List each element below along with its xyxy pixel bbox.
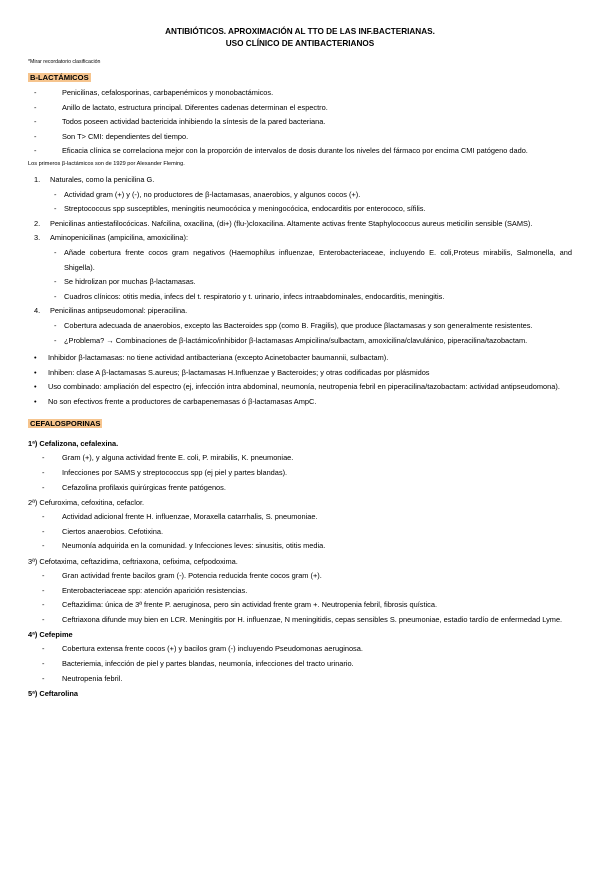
generation-title bbox=[28, 436, 572, 451]
document-subtitle: USO CLÍNICO DE ANTIBACTERIANOS bbox=[225, 39, 375, 48]
generation-label: 5ª) Ceftarolina bbox=[28, 689, 78, 699]
document-title: ANTIBIÓTICOS. APROXIMACIÓN AL TTO DE LAS INF.BACTERIANAS. bbox=[165, 27, 435, 36]
group-title: Penicilinas antiestafilocócicas. Nafcilina, oxacilina, (di+) (flu-)cloxacilina. Altamente activas frente Staphylococcus aureus meticilin sensible (SAMS). bbox=[50, 218, 533, 228]
penicillin-groups bbox=[28, 304, 572, 319]
generation-label: 3ª) Cefotaxima, ceftazidima, ceftriaxona, cefixima, cefpodoxima. bbox=[28, 557, 238, 567]
generation-title bbox=[28, 495, 572, 510]
group-item bbox=[28, 231, 572, 246]
list-item: - Bacteriemia, infección de piel y partes blandas, neumonía, infecciones del tracto urinario. bbox=[28, 657, 572, 672]
classification-note: *Mirar recordatorio clasificación bbox=[28, 59, 101, 65]
generation-title bbox=[28, 554, 572, 569]
cephalosporins-heading-label: CEFALOSPORINAS bbox=[30, 419, 101, 429]
penicillin-groups bbox=[28, 173, 572, 188]
group-number: 2. bbox=[34, 218, 41, 228]
group-item bbox=[28, 173, 572, 188]
list-item: - Cobertura adecuada de anaerobios, excepto las Bacteroides spp (como B. Fragilis), que produce βlactamasas y son generalmente resistentes. bbox=[28, 319, 572, 334]
group-title: Naturales, como la penicilina G. bbox=[50, 174, 155, 184]
betalactam-heading-label: B-LACTÁMICOS bbox=[30, 73, 89, 82]
list-item: - Ceftriaxona difunde muy bien en LCR. Meningitis por H. influenzae, N meningitidis, cepas sensibles S. pneumoniae, estadio tardío de enfermedad Lyme. bbox=[28, 613, 572, 628]
penicillin-groups bbox=[28, 217, 572, 246]
list-item: - ¿Problema? → Combinaciones de β-lactámico/inhibidor β-lactamasas Ampicilina/sulbactam, amoxicilina/clavulánico, piperacilina/tazobactam. bbox=[28, 334, 572, 349]
group-number: 1. bbox=[34, 174, 41, 184]
list-item: - Neumonía adquirida en la comunidad. y Infecciones leves: sinusitis, otitis media. bbox=[28, 539, 572, 554]
document-page bbox=[0, 26, 600, 874]
list-item: - Añade cobertura frente cocos gram negativos (Haemophilus influenzae, Enterobacteriaceae, incluyendo E. coli,Proteus mirabilis, Salmonella, and Shigella). bbox=[28, 246, 572, 275]
list-item: - Gram (+), y alguna actividad frente E. coli, P. mirabilis, K. pneumoniae. bbox=[28, 451, 572, 466]
list-item: - Cefazolina profilaxis quirúrgicas frente patógenos. bbox=[28, 481, 572, 496]
list-item: - Todos poseen actividad bactericida inhibiendo la síntesis de la pared bacteriana. bbox=[28, 115, 572, 130]
list-item: - Enterobacteriaceae spp: atención aparición resistencias. bbox=[28, 584, 572, 599]
list-item: - Neutropenia febril. bbox=[28, 672, 572, 687]
list-item: • Uso combinado: ampliación del espectro (ej, infección intra abdominal, neumonía, neutropenia febril en piperacilina/tazobactam: actividad antipseudomona). bbox=[28, 380, 572, 395]
generation-title bbox=[28, 627, 572, 642]
list-item: • Inhiben: clase A β-lactamasas S.aureus; β-lactamasas H.Influenzae y Bacteroides; y otras codificadas por plásmidos bbox=[28, 366, 572, 381]
inhibitor-bullets bbox=[28, 351, 572, 409]
section-cephalosporins-heading bbox=[28, 419, 572, 432]
list-item: - Ceftazidima: única de 3ª frente P. aeruginosa, pero sin actividad frente gram +. Neutropenia febril, fibrosis quística. bbox=[28, 598, 572, 613]
generation-4-items bbox=[28, 642, 572, 686]
group-title: Penicilinas antipseudomonal: piperacilina. bbox=[50, 306, 188, 316]
generation-label: 1ª) Cefalizona, cefalexina. bbox=[28, 439, 119, 449]
group-4-items bbox=[28, 319, 572, 348]
generation-title bbox=[28, 686, 572, 701]
list-item: - Cobertura extensa frente cocos (+) y bacilos gram (-) incluyendo Pseudomonas aeruginosa. bbox=[28, 642, 572, 657]
list-item: - Cuadros clínicos: otitis media, infecs del t. respiratorio y t. urinario, infecs intraabdominales, endocarditis, meningitis. bbox=[28, 290, 572, 305]
betalactam-intro-list bbox=[28, 86, 572, 159]
list-item: • Inhibidor β-lactamasas: no tiene actividad antibacteriana (excepto Acinetobacter baumannii, sulbactam). bbox=[28, 351, 572, 366]
group-3-items bbox=[28, 246, 572, 304]
list-item: - Eficacia clínica se correlaciona mejor con la proporción de intervalos de dosis durante los niveles del fármaco por encima CMI patógeno dado. bbox=[28, 144, 572, 159]
list-item: - Se hidrolizan por muchas β-lactamasas. bbox=[28, 275, 572, 290]
history-note: Los primeros β-lactámicos son de 1929 por Alexander Fleming. bbox=[28, 160, 185, 167]
generation-3-items bbox=[28, 569, 572, 627]
generation-label: 2ª) Cefuroxima, cefoxitina, cefaclor. bbox=[28, 498, 145, 508]
list-item: - Penicilinas, cefalosporinas, carbapenémicos y monobactámicos. bbox=[28, 86, 572, 101]
list-item: • No son efectivos frente a productores de carbapenemasas ó β-lactamasas AmpC. bbox=[28, 395, 572, 410]
generation-1-items bbox=[28, 451, 572, 495]
list-item: - Son T> CMI: dependientes del tiempo. bbox=[28, 130, 572, 145]
group-number: 3. bbox=[34, 233, 41, 243]
group-item bbox=[28, 217, 572, 232]
list-item: - Ciertos anaerobios. Cefotixina. bbox=[28, 525, 572, 540]
generation-label: 4ª) Cefepime bbox=[28, 630, 73, 640]
list-item: - Anillo de lactato, estructura principal. Diferentes cadenas determinan el espectro. bbox=[28, 101, 572, 116]
group-number: 4. bbox=[34, 306, 41, 316]
list-item: - Streptococcus spp susceptibles, meningitis neumocócica y meningocócica, endocarditis por enterococo, sífilis. bbox=[28, 202, 572, 217]
section-betalactam-heading bbox=[28, 73, 572, 86]
list-item: - Infecciones por SAMS y streptococcus spp (ej piel y partes blandas). bbox=[28, 466, 572, 481]
list-item: - Actividad gram (+) y (-), no productores de β-lactamasas, anaerobios, y algunos cocos (+). bbox=[28, 188, 572, 203]
generation-2-items bbox=[28, 510, 572, 554]
group-item bbox=[28, 304, 572, 319]
list-item: - Gran actividad frente bacilos gram (-). Potencia reducida frente cocos gram (+). bbox=[28, 569, 572, 584]
group-title: Aminopenicilinas (ampicilina, amoxicilina): bbox=[50, 233, 189, 243]
list-item: - Actividad adicional frente H. influenzae, Moraxella catarrhalis, S. pneumoniae. bbox=[28, 510, 572, 525]
group-1-items bbox=[28, 188, 572, 217]
